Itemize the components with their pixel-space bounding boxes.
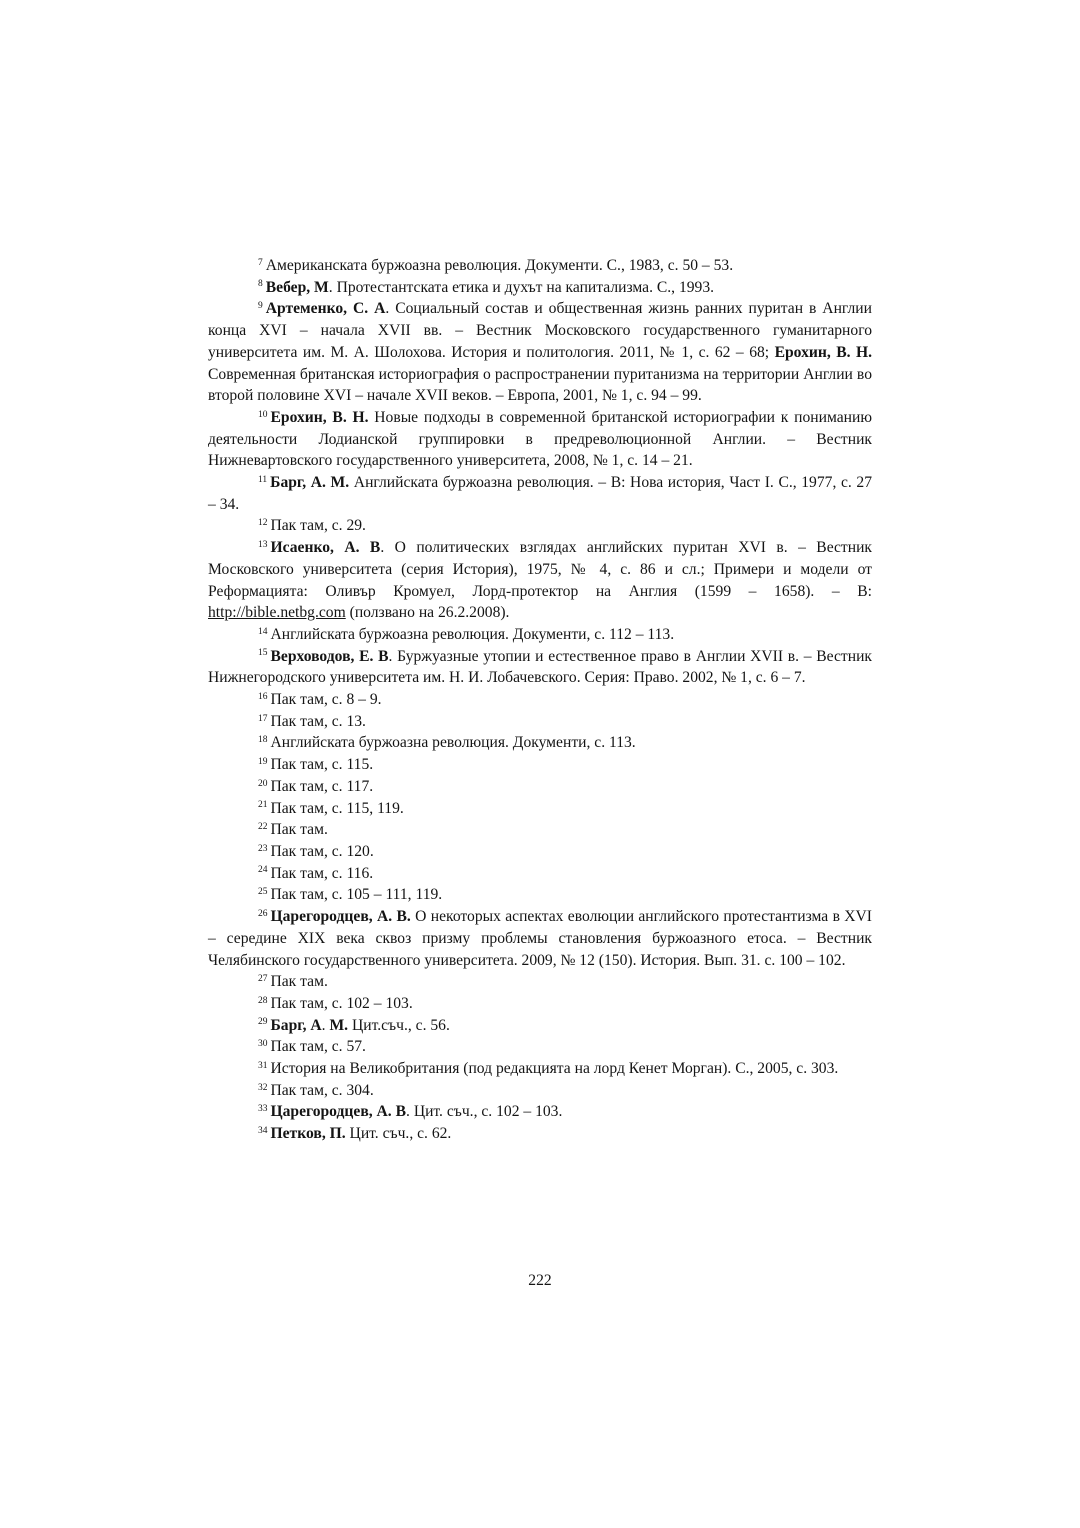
footnote-text: . О политических взглядах английских пуритан XVI в. – Вестник Московского университета (серия История), 1975, № 4, с. 86 и сл.; Примери и модели от Реформацията: Оливър Кромуел, Лорд-протектор на Англия (1599 – 1658). – В: — [208, 539, 873, 600]
footnote-text: Пак там, с. 13. — [270, 712, 366, 730]
footnote-14 — [208, 624, 872, 646]
author-name: Барг, А. М. — [270, 474, 350, 492]
footnote-number: 12 — [258, 518, 268, 529]
footnote-number: 21 — [258, 800, 268, 811]
url-link[interactable]: http://bible.netbg.com — [208, 604, 346, 622]
footnote-17 — [208, 711, 872, 733]
footnote-30 — [208, 1036, 872, 1058]
author-name: Артеменко, С. А — [265, 300, 386, 318]
footnote-text: (ползвано на 26.2.2008). — [345, 604, 510, 622]
footnote-number: 15 — [258, 648, 268, 659]
footnote-number: 23 — [258, 843, 268, 854]
footnote-text: Английската буржоазна революция. Документи, с. 113. — [270, 734, 636, 752]
footnote-11 — [208, 472, 872, 515]
footnote-13 — [208, 537, 872, 624]
author-name: Петков, П. — [270, 1125, 346, 1143]
footnote-number: 10 — [258, 409, 268, 420]
footnote-number: 22 — [258, 822, 268, 833]
footnote-text: Пак там, с. 120. — [270, 842, 374, 860]
footnote-number: 30 — [258, 1039, 268, 1050]
footnote-number: 8 — [258, 279, 263, 290]
footnote-24 — [208, 863, 872, 885]
footnote-number: 18 — [258, 735, 268, 746]
footnote-29 — [208, 1015, 872, 1037]
footnote-number: 27 — [258, 973, 268, 984]
footnote-20 — [208, 776, 872, 798]
footnote-number: 34 — [258, 1125, 268, 1136]
footnote-text: . — [321, 1016, 330, 1034]
author-name: М. — [329, 1016, 349, 1034]
footnote-22 — [208, 819, 872, 841]
author-name: Верховодов, Е. В — [270, 647, 389, 665]
footnote-text: . Буржуазные утопии и естественное право в Англии XVII в. – Вестник Нижнегородского университета им. Н. И. Лобачевского. Серия: Право. 2002, № 1, с. 6 – 7. — [208, 647, 872, 687]
footnote-text: Пак там, с. 29. — [270, 517, 366, 535]
footnote-31 — [208, 1058, 872, 1080]
footnote-23 — [208, 841, 872, 863]
footnote-21 — [208, 798, 872, 820]
footnote-number: 20 — [258, 778, 268, 789]
footnote-text: Цит. съч., с. 62. — [345, 1125, 452, 1143]
footnote-text: Пак там, с. 102 – 103. — [270, 994, 413, 1012]
footnote-26 — [208, 906, 872, 971]
footnote-text: Пак там, с. 57. — [270, 1038, 366, 1056]
footnote-number: 16 — [258, 691, 268, 702]
footnote-text: История на Великобритания (под редакцията на лорд Кенет Морган). С., 2005, с. 303. — [270, 1060, 839, 1078]
footnote-text: Английската буржоазна революция. – В: Нова история, Част I. С., 1977, с. 27 – 34. — [208, 474, 873, 513]
footnote-number: 28 — [258, 995, 268, 1006]
footnote-number: 11 — [258, 474, 268, 485]
footnote-text: Пак там, с. 304. — [270, 1081, 374, 1099]
footnote-9 — [208, 298, 872, 407]
footnote-number: 19 — [258, 756, 268, 767]
footnote-15 — [208, 646, 872, 689]
footnote-19 — [208, 754, 872, 776]
footnote-number: 33 — [258, 1104, 268, 1115]
footnote-text: Современная британская историография о распространении пуританизма на территории Англии во второй половине XVI – начале XVII веков. – Европа, 2001, № 1, с. 94 – 99. — [208, 365, 872, 405]
footnote-text: Пак там, с. 115, 119. — [270, 799, 404, 817]
footnote-27 — [208, 971, 872, 993]
author-name: Царегородцев, А. В — [270, 1103, 407, 1121]
footnote-text: Новые подходы в современной британской историографии к пониманию деятельности Лодианской группировки в предреволюционной Англии. – Вестник Нижневартовского государственного университета, 2008, № 1, с. 14 – 21. — [208, 408, 872, 470]
footnote-text: Пак там. — [270, 821, 328, 839]
author-name: Барг, А — [270, 1016, 322, 1034]
footnote-text: . Цит. съч., с. 102 – 103. — [406, 1103, 563, 1121]
footnote-text: Пак там. — [270, 973, 328, 991]
footnote-number: 25 — [258, 887, 268, 898]
footnote-7 — [208, 255, 872, 277]
footnote-text: Пак там, с. 116. — [270, 864, 374, 882]
footnote-8 — [208, 277, 872, 299]
footnote-10 — [208, 407, 872, 472]
footnote-text: Пак там, с. 115. — [270, 756, 374, 774]
footnote-text: . Протестантската етика и духът на капитализма. С., 1993. — [328, 278, 715, 296]
footnote-text: Пак там, с. 8 – 9. — [270, 691, 382, 709]
footnote-number: 14 — [258, 626, 268, 637]
footnote-number: 29 — [258, 1017, 268, 1028]
footnote-number: 26 — [258, 908, 268, 919]
author-name: Вебер, М — [265, 278, 329, 296]
footnote-number: 17 — [258, 713, 268, 724]
footnote-25 — [208, 884, 872, 906]
footnote-34 — [208, 1123, 872, 1145]
footnote-33 — [208, 1101, 872, 1123]
footnote-18 — [208, 732, 872, 754]
page-number: 222 — [528, 1272, 552, 1289]
footnote-number: 9 — [258, 301, 263, 312]
footnote-text: Английската буржоазна революция. Документи, с. 112 – 113. — [270, 625, 675, 643]
footnote-28 — [208, 993, 872, 1015]
footnote-12 — [208, 515, 872, 537]
footnote-text: Пак там, с. 105 – 111, 119. — [270, 886, 443, 904]
author-name: Царегородцев, А. В. — [270, 908, 411, 926]
footnote-text: Американската буржоазна революция. Документи. С., 1983, с. 50 – 53. — [265, 257, 734, 274]
footnote-number: 7 — [258, 257, 263, 268]
footnote-number: 32 — [258, 1082, 268, 1093]
footnote-16 — [208, 689, 872, 711]
author-name: Ерохин, В. Н. — [270, 408, 369, 426]
footnote-text: Цит.съч., с. 56. — [348, 1016, 450, 1034]
footnotes-list — [208, 255, 872, 1145]
footnote-text: . Социальный состав и общественная жизнь ранних пуритан в Англии конца XVI – начала XVII вв. – Вестник Московского государственного гуманитарного университета им. М. А. Шолохова. История и политология. 2011, № 1, с. 62 – 68; — [208, 300, 872, 361]
footnote-number: 13 — [258, 539, 268, 550]
footnote-32 — [208, 1080, 872, 1102]
footnote-number: 24 — [258, 865, 268, 876]
footnote-text: Пак там, с. 117. — [270, 777, 374, 795]
author-name: Исаенко, А. В — [270, 539, 381, 557]
author-name: Ерохин, В. Н. — [774, 343, 872, 361]
footnote-text: О некоторых аспектах еволюции английского протестантизма в XVI – середине XIX века сквоз призму проблемы становления буржоазного етоса. – Вестник Челябинского государственного университета. 2009, № 12 (150). История. Вып. 31. с. 100 – 102. — [208, 908, 872, 969]
footnote-number: 31 — [258, 1060, 268, 1071]
